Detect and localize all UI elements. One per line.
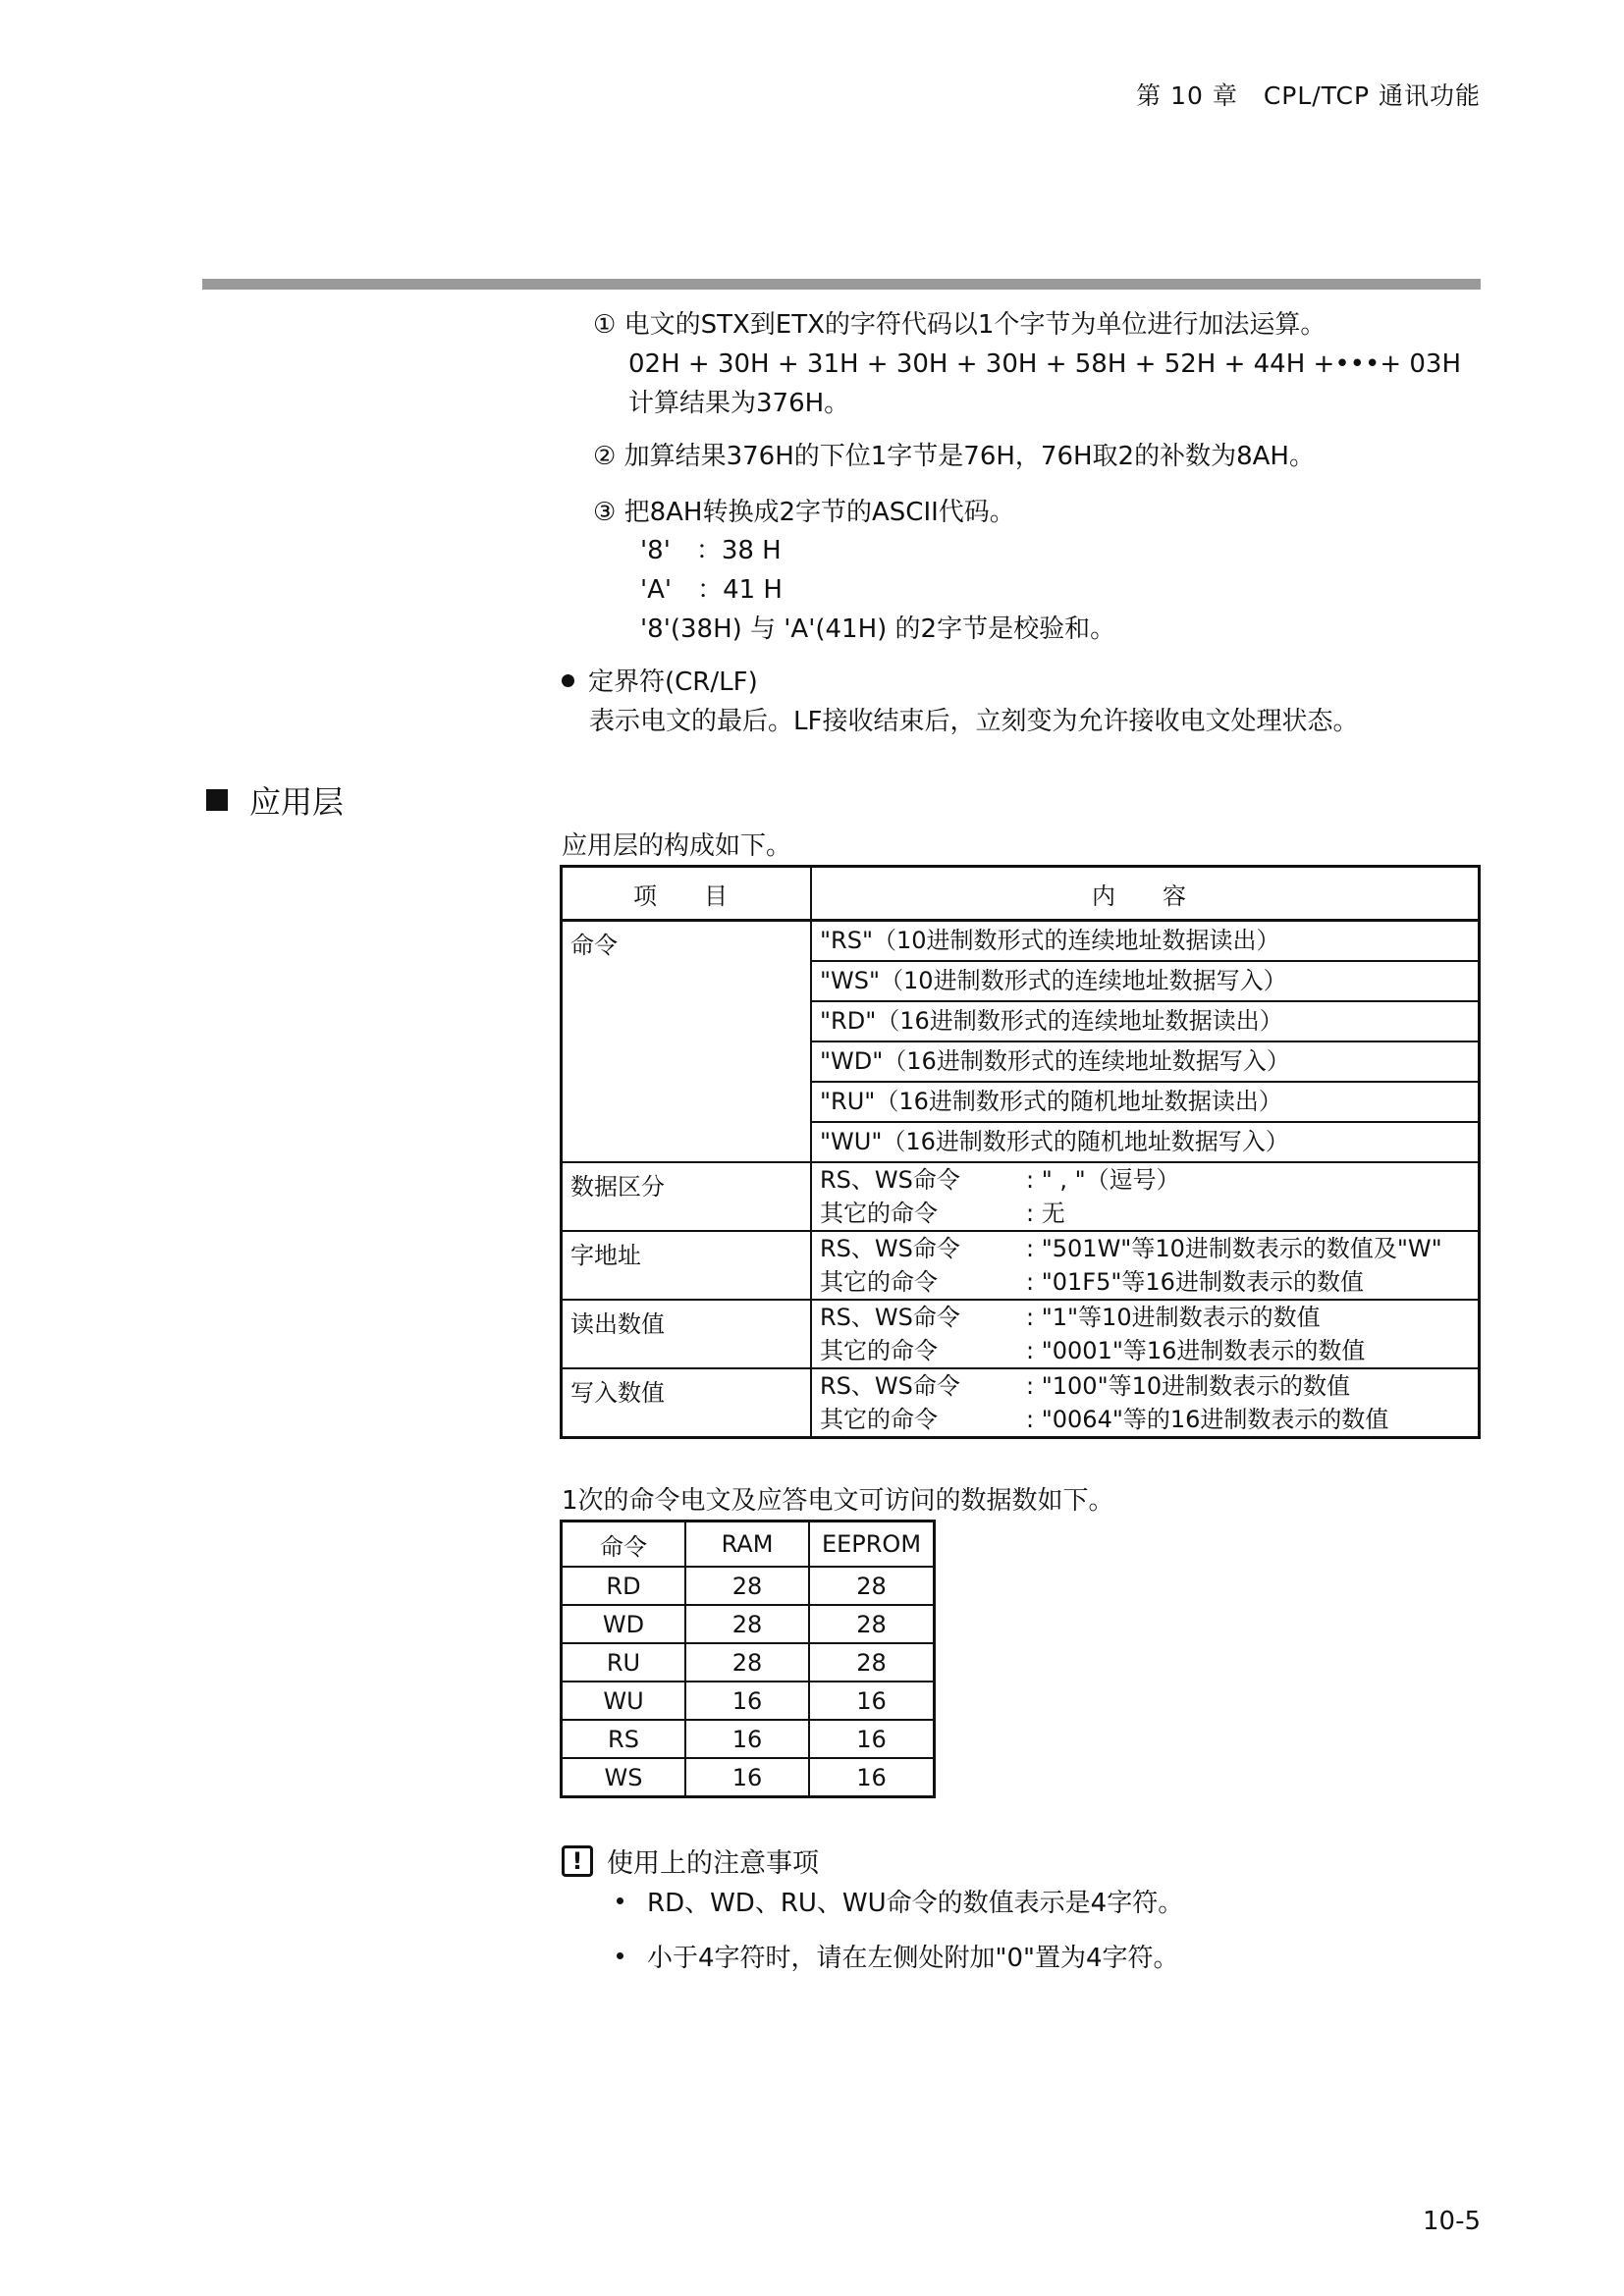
- step-2: ② 加算结果376H的下位1字节是76H，76H取2的补数为8AH。: [593, 442, 1315, 471]
- section-intro: 应用层的构成如下。: [562, 831, 792, 861]
- content-value: : "01F5"等16进制数表示的数值: [1026, 1268, 1364, 1296]
- table-row: [562, 1162, 1480, 1231]
- command-rs: "RS"（10进制数形式的连续地址数据读出）: [811, 921, 1480, 962]
- step-1: ① 电文的STX到ETX的字符代码以1个字节为单位进行加法运算。: [593, 310, 1326, 340]
- table-row: [562, 1682, 935, 1720]
- cell: 28: [809, 1567, 935, 1605]
- item-content: [811, 1231, 1480, 1300]
- item-label: 数据区分: [562, 1162, 812, 1231]
- command-ws: "WS"（10进制数形式的连续地址数据写入）: [811, 961, 1480, 1001]
- content-key: RS、WS命令: [820, 1304, 960, 1331]
- table-row: [562, 1643, 935, 1682]
- header-command: 命令: [562, 1522, 686, 1568]
- caution-item-2: [617, 1940, 1179, 1977]
- item-label: 写入数值: [562, 1368, 812, 1438]
- header-ram: RAM: [685, 1522, 809, 1568]
- cell: 16: [809, 1720, 935, 1758]
- caution-heading: [562, 1842, 819, 1880]
- cell: WS: [562, 1758, 686, 1797]
- caution-item-1: [617, 1885, 1183, 1922]
- content-key: RS、WS命令: [820, 1372, 960, 1400]
- step-1-result: 计算结果为376H。: [628, 389, 850, 418]
- table-row: [562, 1231, 1480, 1300]
- delimiter-desc: 表示电文的最后。LF接收结束后，立刻变为允许接收电文处理状态。: [589, 707, 1359, 736]
- table-row: [562, 1758, 935, 1797]
- header-content: 内 容: [811, 867, 1480, 921]
- content-key: 其它的命令: [820, 1337, 938, 1364]
- content-value: : 无: [1026, 1200, 1065, 1227]
- page-number: 10-5: [1422, 2207, 1481, 2236]
- table-row: [562, 921, 1480, 962]
- header-eeprom: EEPROM: [809, 1522, 935, 1568]
- cell: 16: [685, 1682, 809, 1720]
- application-layer-table: [560, 865, 1481, 1439]
- dot-icon: [617, 1952, 623, 1959]
- cell: 28: [809, 1605, 935, 1643]
- delimiter-heading: [562, 664, 758, 701]
- cell: WU: [562, 1682, 686, 1720]
- caution-item-text: RD、WD、RU、WU命令的数值表示是4字符。: [647, 1889, 1184, 1918]
- item-label: 字地址: [562, 1231, 812, 1300]
- content-key: 其它的命令: [820, 1200, 938, 1227]
- cell: WD: [562, 1605, 686, 1643]
- caution-title: 使用上的注意事项: [607, 1848, 819, 1879]
- step-3-c: '8'(38H) 与 'A'(41H) 的2字节是校验和。: [640, 614, 1116, 644]
- table-row: [562, 1567, 935, 1605]
- content-value: : "0001"等16进制数表示的数值: [1026, 1337, 1366, 1364]
- content-value: : "100"等10进制数表示的数值: [1026, 1372, 1351, 1400]
- cell: 28: [685, 1567, 809, 1605]
- cell: RU: [562, 1643, 686, 1682]
- cell: 16: [809, 1758, 935, 1797]
- dot-icon: [617, 1897, 623, 1904]
- chapter-header: 第 10 章 CPL/TCP 通讯功能: [1136, 81, 1481, 110]
- content-key: 其它的命令: [820, 1406, 938, 1433]
- table-header-row: [562, 1522, 935, 1568]
- content-value: : "1"等10进制数表示的数值: [1026, 1304, 1321, 1331]
- delimiter-title: 定界符(CR/LF): [588, 667, 758, 697]
- table-row: [562, 1368, 1480, 1438]
- content-value: : "0064"等的16进制数表示的数值: [1026, 1406, 1389, 1433]
- command-rd: "RD"（16进制数形式的连续地址数据读出）: [811, 1001, 1480, 1041]
- table-row: [562, 1605, 935, 1643]
- table-row: [562, 1720, 935, 1758]
- command-wd: "WD"（16进制数形式的连续地址数据写入）: [811, 1041, 1480, 1082]
- content-key: 其它的命令: [820, 1268, 938, 1296]
- item-command: 命令: [562, 921, 812, 1163]
- bullet-icon: [562, 674, 574, 687]
- section-title: [206, 777, 344, 823]
- header-item: 项 目: [562, 867, 812, 921]
- section-rule: [202, 279, 1481, 290]
- table-header-row: [562, 867, 1480, 921]
- item-content: [811, 1162, 1480, 1231]
- caution-item-text: 小于4字符时，请在左侧处附加"0"置为4字符。: [647, 1944, 1179, 1973]
- item-content: [811, 1368, 1480, 1438]
- cell: 28: [809, 1643, 935, 1682]
- square-bullet-icon: [206, 789, 228, 811]
- cell: RS: [562, 1720, 686, 1758]
- content-key: RS、WS命令: [820, 1166, 960, 1194]
- cell: 28: [685, 1643, 809, 1682]
- item-content: [811, 1300, 1480, 1368]
- section-title-text: 应用层: [249, 783, 345, 821]
- table-row: [562, 1300, 1480, 1368]
- step-1-calc: 02H + 30H + 31H + 30H + 30H + 58H + 52H + 44H +•••+ 03H: [628, 349, 1462, 379]
- content-value: : " , "（逗号）: [1026, 1166, 1180, 1194]
- step-3-b: 'A' ：41 H: [640, 575, 783, 605]
- content-value: : "501W"等10进制数表示的数值及"W": [1026, 1235, 1442, 1262]
- command-wu: "WU"（16进制数形式的随机地址数据写入）: [811, 1122, 1480, 1162]
- cell: RD: [562, 1567, 686, 1605]
- step-3-a: '8' ：38 H: [640, 536, 782, 565]
- step-3: ③ 把8AH转换成2字节的ASCII代码。: [593, 498, 1015, 527]
- item-label: 读出数值: [562, 1300, 812, 1368]
- count-intro: 1次的命令电文及应答电文可访问的数据数如下。: [562, 1486, 1114, 1516]
- cell: 16: [685, 1720, 809, 1758]
- data-count-table: [560, 1520, 936, 1798]
- content-key: RS、WS命令: [820, 1235, 960, 1262]
- cell: 28: [685, 1605, 809, 1643]
- cell: 16: [685, 1758, 809, 1797]
- command-ru: "RU"（16进制数形式的随机地址数据读出）: [811, 1082, 1480, 1122]
- warning-icon: !: [562, 1845, 593, 1877]
- cell: 16: [809, 1682, 935, 1720]
